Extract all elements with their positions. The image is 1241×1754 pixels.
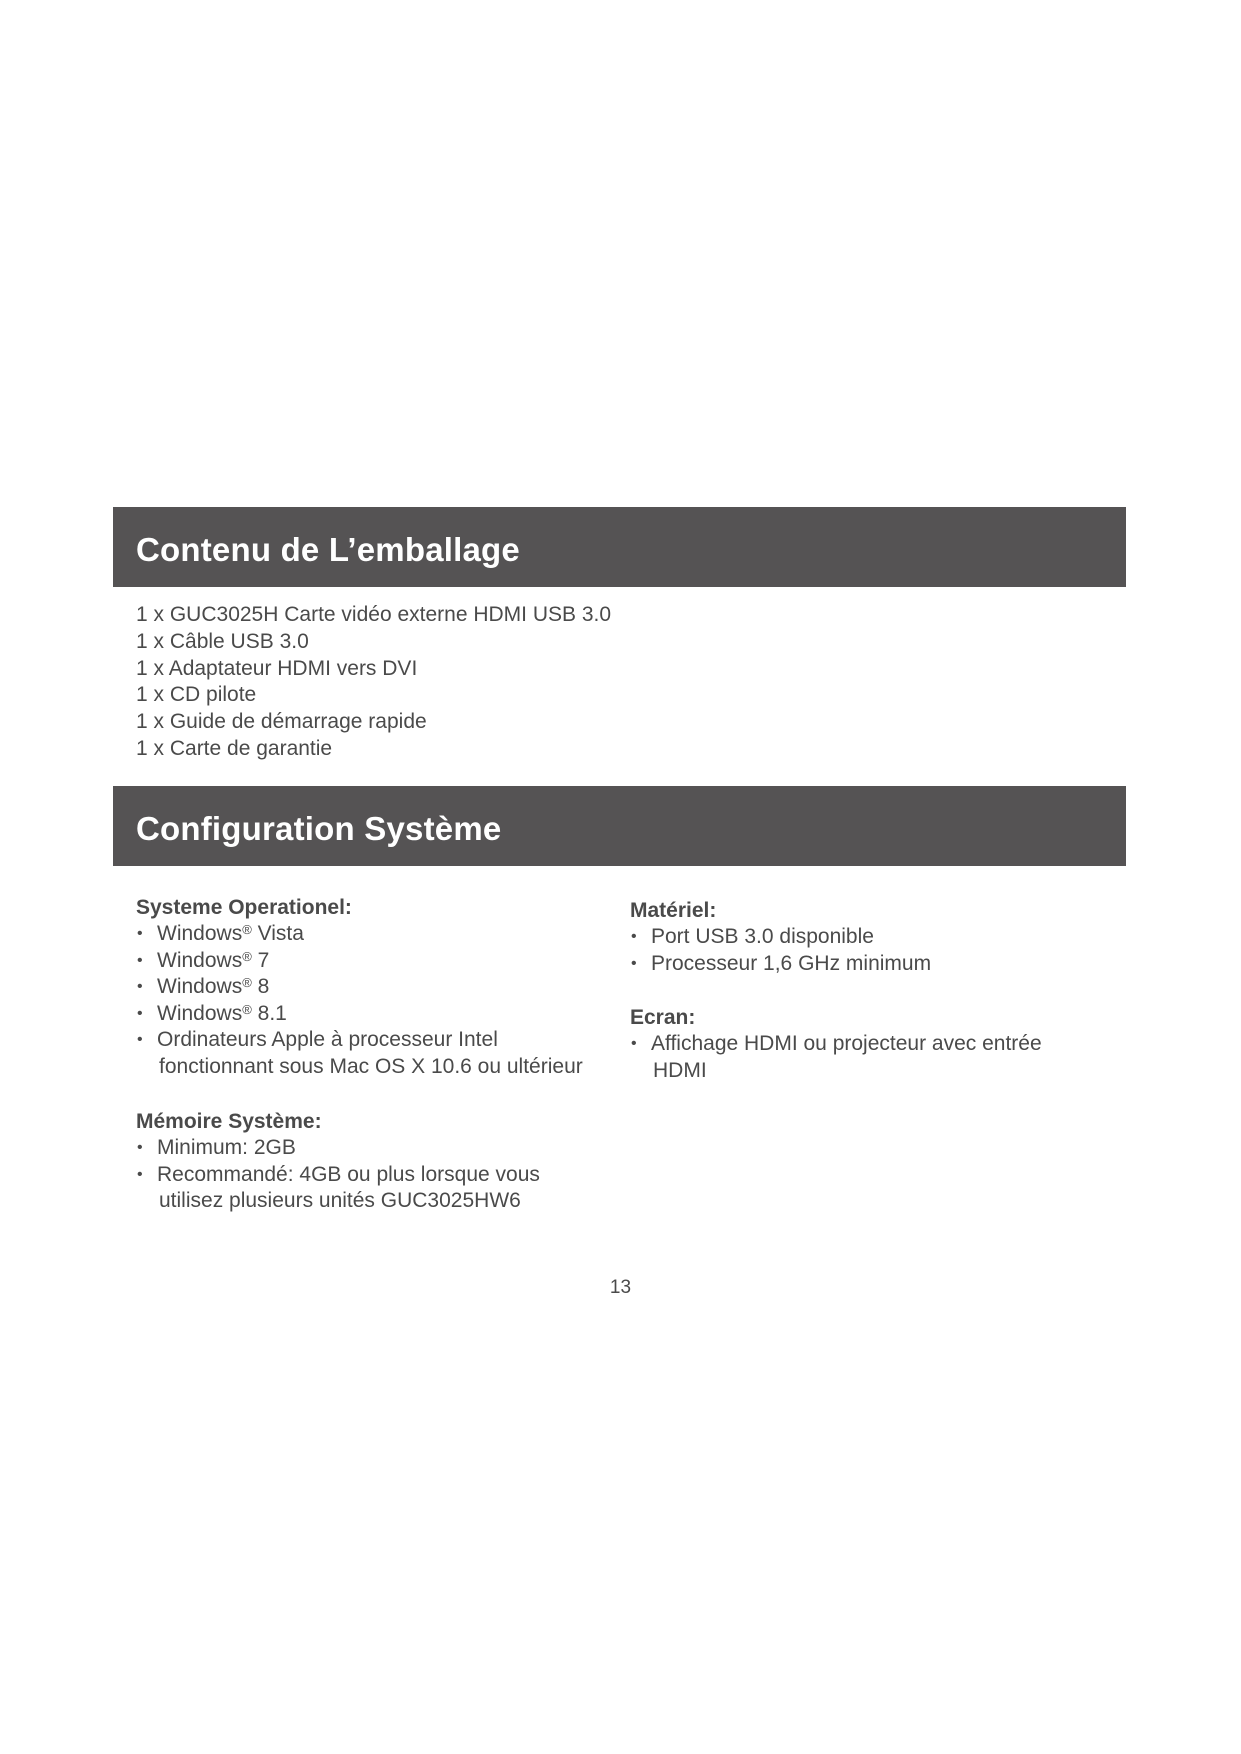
list-item: • Minimum: 2GB	[136, 1135, 636, 1162]
registered-mark: ®	[242, 975, 252, 990]
list-item: • Affichage HDMI ou projecteur avec entrée HDMI	[630, 1031, 1110, 1084]
os-requirements	[136, 895, 636, 1080]
list-item: • Recommandé: 4GB ou plus lorsque vous utilisez plusieurs unités GUC3025HW6	[136, 1162, 636, 1215]
list-item: 1 x Carte de garantie	[136, 736, 333, 760]
list-item: 1 x CD pilote	[136, 683, 257, 707]
list-item: • Windows® 7	[136, 948, 636, 975]
hardware-heading: Matériel:	[630, 899, 717, 922]
list-item: 1 x Adaptateur HDMI vers DVI	[136, 656, 418, 680]
screen-requirements	[630, 1005, 1110, 1084]
registered-mark: ®	[242, 948, 252, 964]
list-item: 1 x GUC3025H Carte vidéo externe HDMI USB 3.0	[136, 603, 612, 626]
list-item: • Windows® 8.1	[136, 1001, 636, 1028]
package-contents-list	[136, 602, 611, 763]
registered-mark: ®	[242, 922, 252, 937]
list-item: • Processeur 1,6 GHz minimum	[630, 951, 1110, 978]
registered-mark: ®	[242, 1001, 252, 1017]
list-item: • Port USB 3.0 disponible	[630, 924, 1110, 951]
section-header-package-contents	[113, 507, 1126, 587]
page-number: 13	[609, 1277, 632, 1298]
section-title: Configuration Système	[136, 810, 502, 847]
os-heading: Systeme Operationel:	[136, 896, 352, 919]
hardware-requirements	[630, 898, 1110, 977]
memory-heading: Mémoire Système:	[136, 1110, 322, 1133]
memory-requirements	[136, 1109, 636, 1215]
list-item: • Windows® Vista	[136, 921, 636, 948]
section-title: Contenu de L’emballage	[136, 531, 520, 568]
list-item: 1 x Câble USB 3.0	[136, 629, 309, 653]
list-item: • Ordinateurs Apple à processeur Intel fonctionnant sous Mac OS X 10.6 ou ultérieur	[136, 1027, 636, 1080]
screen-heading: Ecran:	[630, 1006, 696, 1029]
section-header-system-requirements	[113, 786, 1126, 866]
list-item: • Windows® 8	[136, 974, 636, 1001]
list-item: 1 x Guide de démarrage rapide	[136, 710, 427, 734]
